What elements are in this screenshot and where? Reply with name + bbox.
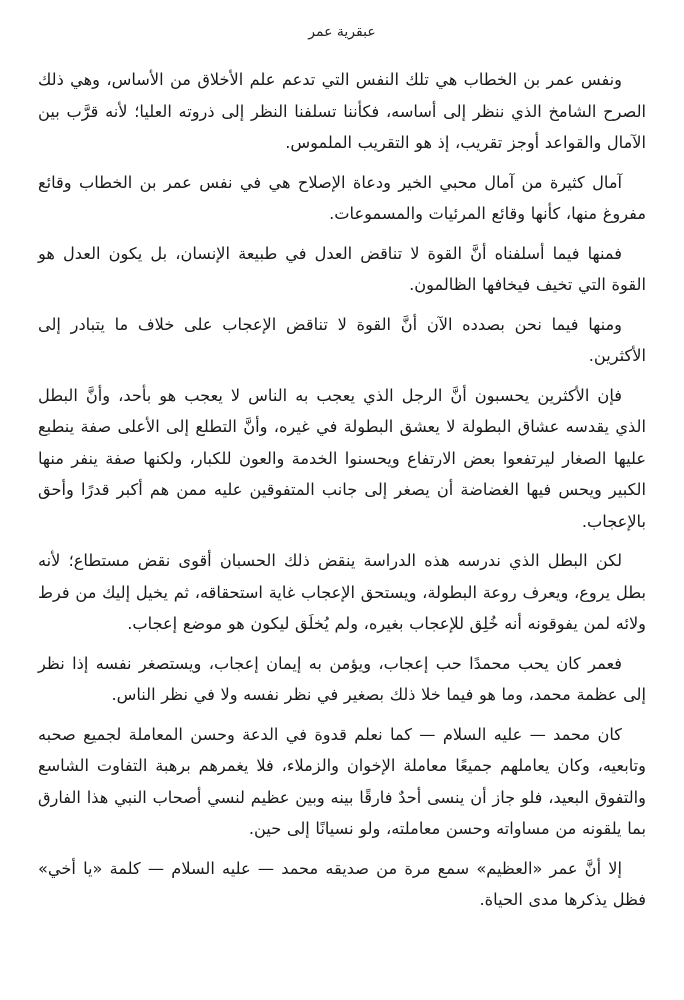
paragraph: كان محمد — عليه السلام — كما نعلم قدوة في الدعة وحسن المعاملة لجميع صحبه وتابعيه، وكان يعاملهم جميعًا معاملة الإخوان والزملاء، فلا يغمرهم برهبة التفاوت الشاسع والتفوق البعيد، فلو جاز أن ينسى أحدٌ فارقًا بينه وبين عظيم لنسي أصحاب النبي هذا الفارق بما يلقونه من مساواته وحسن معاملته، ولو نسيانًا إلى حين. <box>38 724 646 838</box>
paragraph: إلا أنَّ عمر «العظيم» سمع مرة من صديقه محمد — عليه السلام — كلمة «يا أخي» فظل يذكرها مدى الحياة. <box>38 858 646 909</box>
paragraph: ومنها فيما نحن بصدده الآن أنَّ القوة لا تناقض الإعجاب على خلاف ما يتبادر إلى الأكثرين. <box>38 314 646 365</box>
paragraph: فمنها فيما أسلفناه أنَّ القوة لا تناقض العدل في طبيعة الإنسان، بل يكون العدل هو القوة التي تخيف فيخافها الظالمون. <box>38 243 646 294</box>
paragraph: فعمر كان يحب محمدًا حب إعجاب، ويؤمن به إيمان إعجاب، ويستصغر نفسه إذا نظر إلى عظمة محمد، وما هو فيما خلا ذلك بصغير في نظر نفسه ولا في نظر الناس. <box>38 653 646 704</box>
running-header: عبقرية عمر <box>308 24 376 40</box>
paragraph: فإن الأكثرين يحسبون أنَّ الرجل الذي يعجب به الناس لا يعجب هو بأحد، وأنَّ البطل الذي يقدسه عشاق البطولة لا يعشق البطولة في غيره، وأنَّ التطلع إلى الأعلى صفة ينطبع عليها الصغار ليرتفعوا بعض الارتفاع ويحسنوا الخدمة والعون للكبار، ولكنها صفة ينفر منها الكبير ويحس فيها الغضاضة أن يصغر إلى جانب المتفوقين عليه ممن هم أكبر قدرًا وأحق بالإعجاب. <box>38 385 646 531</box>
paragraph: آمال كثيرة من آمال محبي الخير ودعاة الإصلاح هي في نفس عمر بن الخطاب وقائع مفروغ منها، كأنها وقائع المرئيات والمسموعات. <box>38 172 646 223</box>
paragraph: ونفس عمر بن الخطاب هي تلك النفس التي تدعم علم الأخلاق من الأساس، وهي ذلك الصرح الشامخ الذي ننظر إلى أساسه، فكأننا تسلفنا النظر إلى ذروته العليا؛ لأنه قرَّب بين الآمال والقواعد أوجز تقريب، إذ هو التقريب الملموس. <box>38 70 646 152</box>
paragraph: لكن البطل الذي ندرسه هذه الدراسة ينقض ذلك الحسبان أقوى نقض مستطاع؛ لأنه بطل يروع، ويعرف روعة البطولة، ويستحق الإعجاب غاية استحقاقه، ثم يخيل إليك من فرط ولائه لمن يفوقونه أنه خُلِق للإعجاب بغيره، ولم يُخلَق ليكون هو موضع إعجاب. <box>38 551 646 633</box>
body-text <box>38 64 646 924</box>
book-page <box>38 0 646 1000</box>
